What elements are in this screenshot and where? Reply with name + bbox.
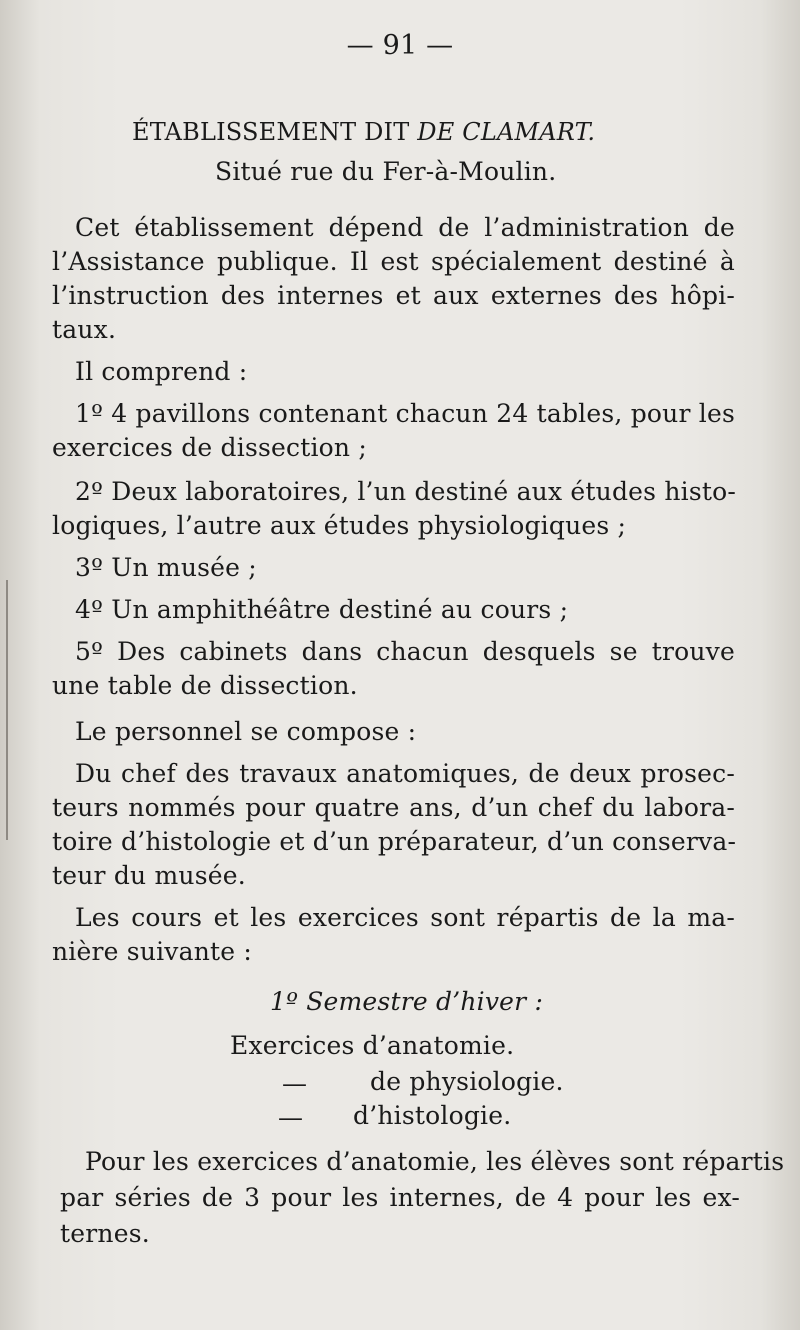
section-subtitle: Situé rue du Fer-à-Moulin.: [215, 157, 557, 186]
section-title-italic: DE CLAMART.: [417, 118, 596, 146]
ditto-dash: —: [282, 1069, 308, 1098]
list-item-line: 1º 4 pavillons contenant chacun 24 tables, pour les: [75, 399, 735, 428]
page-edge-shadow: [6, 580, 8, 840]
section-title: [132, 116, 595, 148]
semester-heading: 1º Semestre d’hiver :: [270, 987, 544, 1016]
paragraph-line: nière suivante :: [52, 937, 253, 966]
exercise-line: Exercices d’anatomie.: [230, 1031, 515, 1060]
paragraph-line: taux.: [52, 315, 117, 344]
paragraph-line: l’Assistance publique. Il est spécialement destiné à: [52, 247, 735, 276]
paragraph-line: toire d’histologie et d’un préparateur, d’un conserva-: [52, 827, 737, 856]
list-item-line: 5º Des cabinets dans chacun desquels se trouve: [75, 637, 735, 666]
list-item-line: 2º Deux laboratoires, l’un destiné aux études histo-: [75, 477, 737, 506]
list-item-line: exercices de dissection ;: [52, 433, 367, 462]
ditto-dash: —: [278, 1103, 304, 1132]
paragraph-line: par séries de 3 pour les internes, de 4 pour les ex-: [60, 1183, 740, 1212]
paragraph-line: Le personnel se compose :: [75, 717, 417, 746]
paragraph-line: Pour les exercices d’anatomie, les élèves sont répartis: [85, 1147, 785, 1176]
paragraph-line: Il comprend :: [75, 357, 248, 386]
list-item-line: logiques, l’autre aux études physiologiques ;: [52, 511, 627, 540]
section-title-text: ÉTABLISSEMENT DIT: [132, 118, 418, 146]
paragraph-line: l’instruction des internes et aux externes des hôpi-: [52, 281, 735, 310]
paragraph-line: Les cours et les exercices sont répartis de la ma-: [75, 903, 735, 932]
exercise-line: d’histologie.: [353, 1101, 512, 1130]
paragraph-line: teur du musée.: [52, 861, 246, 890]
paragraph-line: ternes.: [60, 1219, 150, 1248]
list-item-line: 4º Un amphithéâtre destiné au cours ;: [75, 595, 569, 624]
paragraph-line: Du chef des travaux anatomiques, de deux prosec-: [75, 759, 735, 788]
list-item-line: 3º Un musée ;: [75, 553, 257, 582]
paragraph-line: teurs nommés pour quatre ans, d’un chef du labora-: [52, 793, 735, 822]
paragraph-line: Cet établissement dépend de l’administration de: [75, 213, 735, 242]
list-item-line: une table de dissection.: [52, 671, 358, 700]
page-number: — 91 —: [346, 30, 454, 61]
exercise-line: de physiologie.: [370, 1067, 564, 1096]
